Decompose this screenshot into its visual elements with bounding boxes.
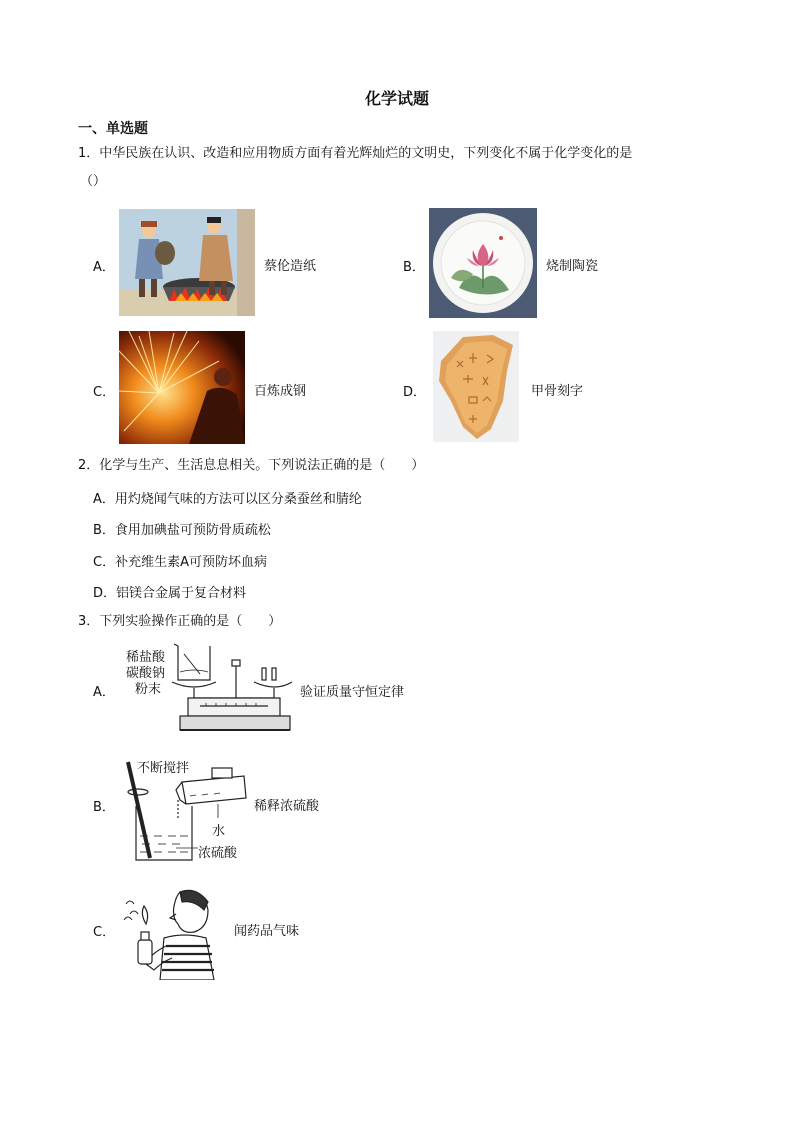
option-a-caption: 蔡伦造纸 [264, 259, 317, 274]
question-2-option-c: C．补充维生素A可预防坏血病 [93, 555, 267, 570]
label-sodium-carbonate: 碳酸钠 [126, 666, 166, 681]
papermaking-image [119, 209, 255, 316]
question-2-option-b: B．食用加碘盐可预防骨质疏松 [93, 523, 271, 538]
question-2-text: 化学与生产、生活息息相关。下列说法正确的是（ ） [99, 458, 425, 473]
option-a-letter: A． [93, 260, 115, 275]
question-2-number: 2． [78, 458, 100, 473]
question-3-number: 3． [78, 614, 100, 629]
label-powder: 粉末 [135, 682, 162, 697]
label-water: 水 [212, 824, 226, 839]
section-heading: 一、单选题 [78, 121, 148, 137]
question-3-text: 下列实验操作正确的是（ ） [99, 614, 282, 629]
oracle-bone-image [433, 331, 519, 442]
page-title: 化学试题 [364, 89, 429, 108]
question-1-number: 1． [78, 146, 100, 161]
option-d-letter: D． [403, 385, 427, 400]
question-1 [78, 144, 632, 164]
label-dilute-hcl: 稀盐酸 [126, 650, 166, 665]
option-b-caption: 烧制陶瓷 [546, 259, 599, 274]
option-c-caption: 百炼成钢 [254, 384, 307, 399]
option-d-caption: 甲骨刻字 [531, 384, 584, 399]
question-2-option-a: A．用灼烧闻气味的方法可以区分桑蚕丝和腈纶 [93, 492, 362, 507]
question-3 [78, 612, 281, 632]
balance-labels [126, 650, 165, 698]
ceramic-plate-image [429, 208, 537, 318]
q3-option-c-caption: 闻药品气味 [234, 924, 300, 939]
q3-option-a-caption: 验证质量守恒定律 [300, 685, 405, 700]
q3-option-b-caption: 稀释浓硫酸 [254, 799, 320, 814]
balance-diagram [170, 642, 295, 734]
label-conc-sulfuric: 浓硫酸 [198, 846, 238, 861]
question-1-paren: （） [80, 174, 107, 189]
question-1-text: 中华民族在认识、改造和应用物质方面有着光辉灿烂的文明史，下列变化不属于化学变化的是 [99, 146, 633, 161]
smelling-diagram [120, 884, 216, 980]
q3-option-a-letter: A． [93, 685, 115, 700]
steelmaking-image [119, 331, 245, 444]
option-b-letter: B． [403, 260, 425, 275]
q3-option-b-letter: B． [93, 800, 115, 815]
option-c-letter: C． [93, 385, 116, 400]
question-2 [78, 456, 424, 476]
label-stir: 不断搅拌 [137, 761, 190, 776]
q3-option-c-letter: C． [93, 925, 116, 940]
question-2-option-d: D．铝镁合金属于复合材料 [93, 586, 247, 601]
